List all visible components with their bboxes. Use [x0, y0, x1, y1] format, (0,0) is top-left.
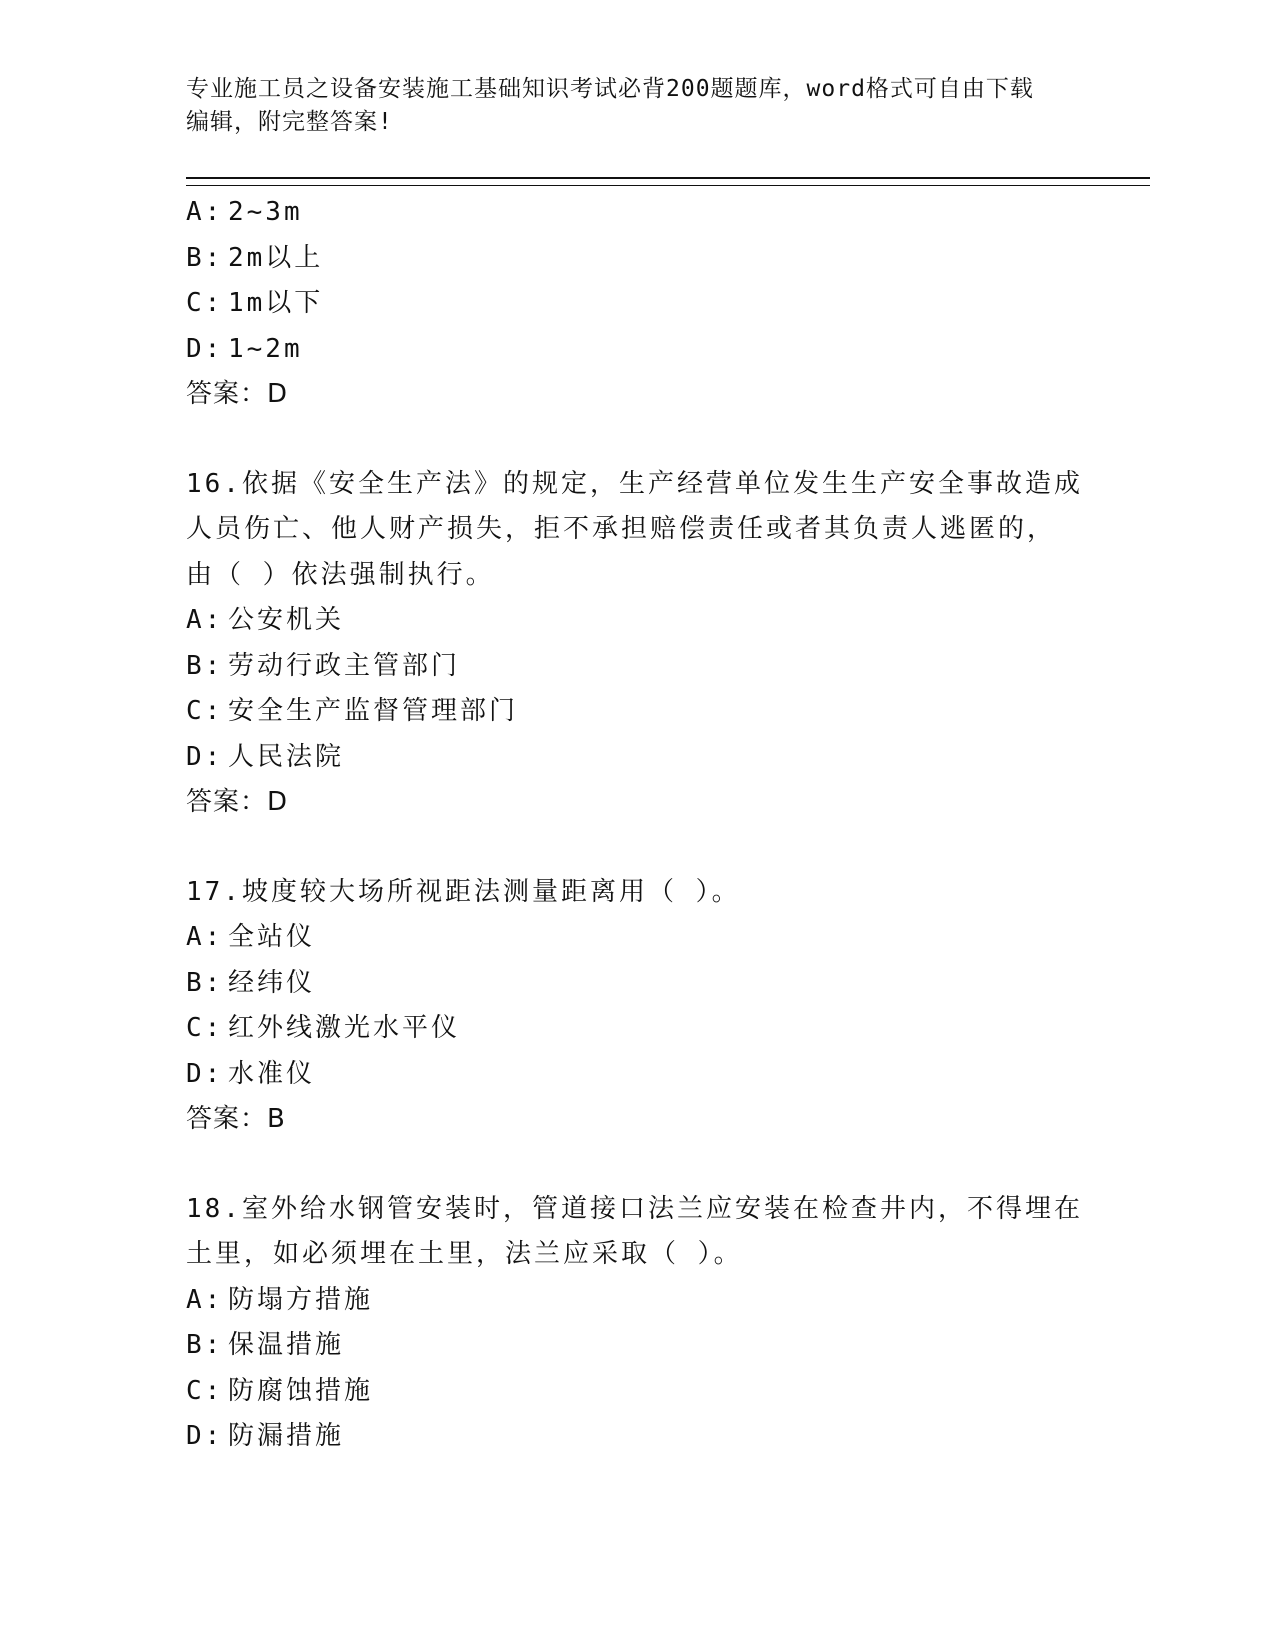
option-text: 2~3m: [228, 197, 303, 227]
option-key: B:: [186, 650, 224, 681]
question-text: 16.依据《安全生产法》的规定，生产经营单位发生生产安全事故造成: [186, 468, 1083, 499]
option-text: 防塌方措施: [228, 1284, 374, 1315]
answer: 答案：D: [186, 379, 289, 409]
option-text: 防漏措施: [228, 1421, 345, 1451]
option-key: C:: [186, 1013, 224, 1043]
option-text: 经纬仪: [228, 967, 316, 998]
option-c: [186, 281, 1086, 327]
option-text: 保温措施: [228, 1330, 345, 1360]
option-key: A:: [186, 1284, 224, 1315]
option-text: 公安机关: [228, 605, 345, 635]
option-a: [186, 598, 1086, 644]
question-text: 由（ ）依法强制执行。: [186, 559, 495, 590]
option-key: B:: [186, 242, 224, 273]
question-text: 人员伤亡、他人财产损失，拒不承担赔偿责任或者其负责人逃匿的，: [186, 514, 1057, 544]
option-text: 水准仪: [228, 1058, 316, 1089]
option-key: B:: [186, 1330, 224, 1360]
header-title-line-1: 专业施工员之设备安装施工基础知识考试必背200题题库，word格式可自由下载: [186, 76, 1034, 102]
option-text: 防腐蚀措施: [228, 1375, 374, 1406]
option-b: [186, 961, 1086, 1007]
question-18: [186, 1187, 1086, 1460]
option-a: [186, 190, 1086, 236]
option-c: [186, 1006, 1086, 1052]
option-text: 1~2m: [228, 333, 303, 364]
option-text: 人民法院: [228, 741, 345, 772]
option-b: [186, 644, 1086, 690]
question-text: 17.坡度较大场所视距法测量距离用（ ）。: [186, 876, 741, 907]
question-text: 18.室外给水钢管安装时，管道接口法兰应安装在检查井内，不得埋在: [186, 1193, 1083, 1224]
question-16: [186, 462, 1086, 826]
option-key: A:: [186, 922, 224, 952]
option-key: D:: [186, 333, 224, 364]
option-key: D:: [186, 1421, 224, 1451]
option-key: C:: [186, 288, 224, 318]
question-list: [186, 190, 1086, 1504]
answer: 答案：B: [186, 1104, 286, 1134]
document-header: [186, 73, 1066, 139]
option-text: 2m以上: [228, 242, 324, 273]
header-title-line-2: 编辑，附完整答案!: [186, 109, 393, 135]
option-key: C:: [186, 1375, 224, 1406]
answer: 答案：D: [186, 787, 289, 817]
option-a: [186, 915, 1086, 961]
option-b: [186, 1323, 1086, 1369]
question-15: [186, 190, 1086, 418]
option-text: 1m以下: [228, 288, 324, 318]
option-key: C:: [186, 696, 224, 726]
option-key: D:: [186, 741, 224, 772]
question-text: 土里，如必须埋在土里，法兰应采取（ ）。: [186, 1239, 743, 1269]
option-d: [186, 735, 1086, 781]
option-text: 劳动行政主管部门: [228, 650, 461, 681]
question-17: [186, 870, 1086, 1143]
option-b: [186, 236, 1086, 282]
option-key: D:: [186, 1058, 224, 1089]
option-key: A:: [186, 197, 224, 227]
header-divider: [186, 177, 1150, 186]
option-text: 全站仪: [228, 922, 316, 952]
option-text: 安全生产监督管理部门: [228, 696, 519, 726]
option-d: [186, 1052, 1086, 1098]
option-key: A:: [186, 605, 224, 635]
option-c: [186, 689, 1086, 735]
option-d: [186, 1414, 1086, 1460]
option-text: 红外线激光水平仪: [228, 1013, 461, 1043]
option-key: B:: [186, 967, 224, 998]
option-c: [186, 1369, 1086, 1415]
option-a: [186, 1278, 1086, 1324]
option-d: [186, 327, 1086, 373]
